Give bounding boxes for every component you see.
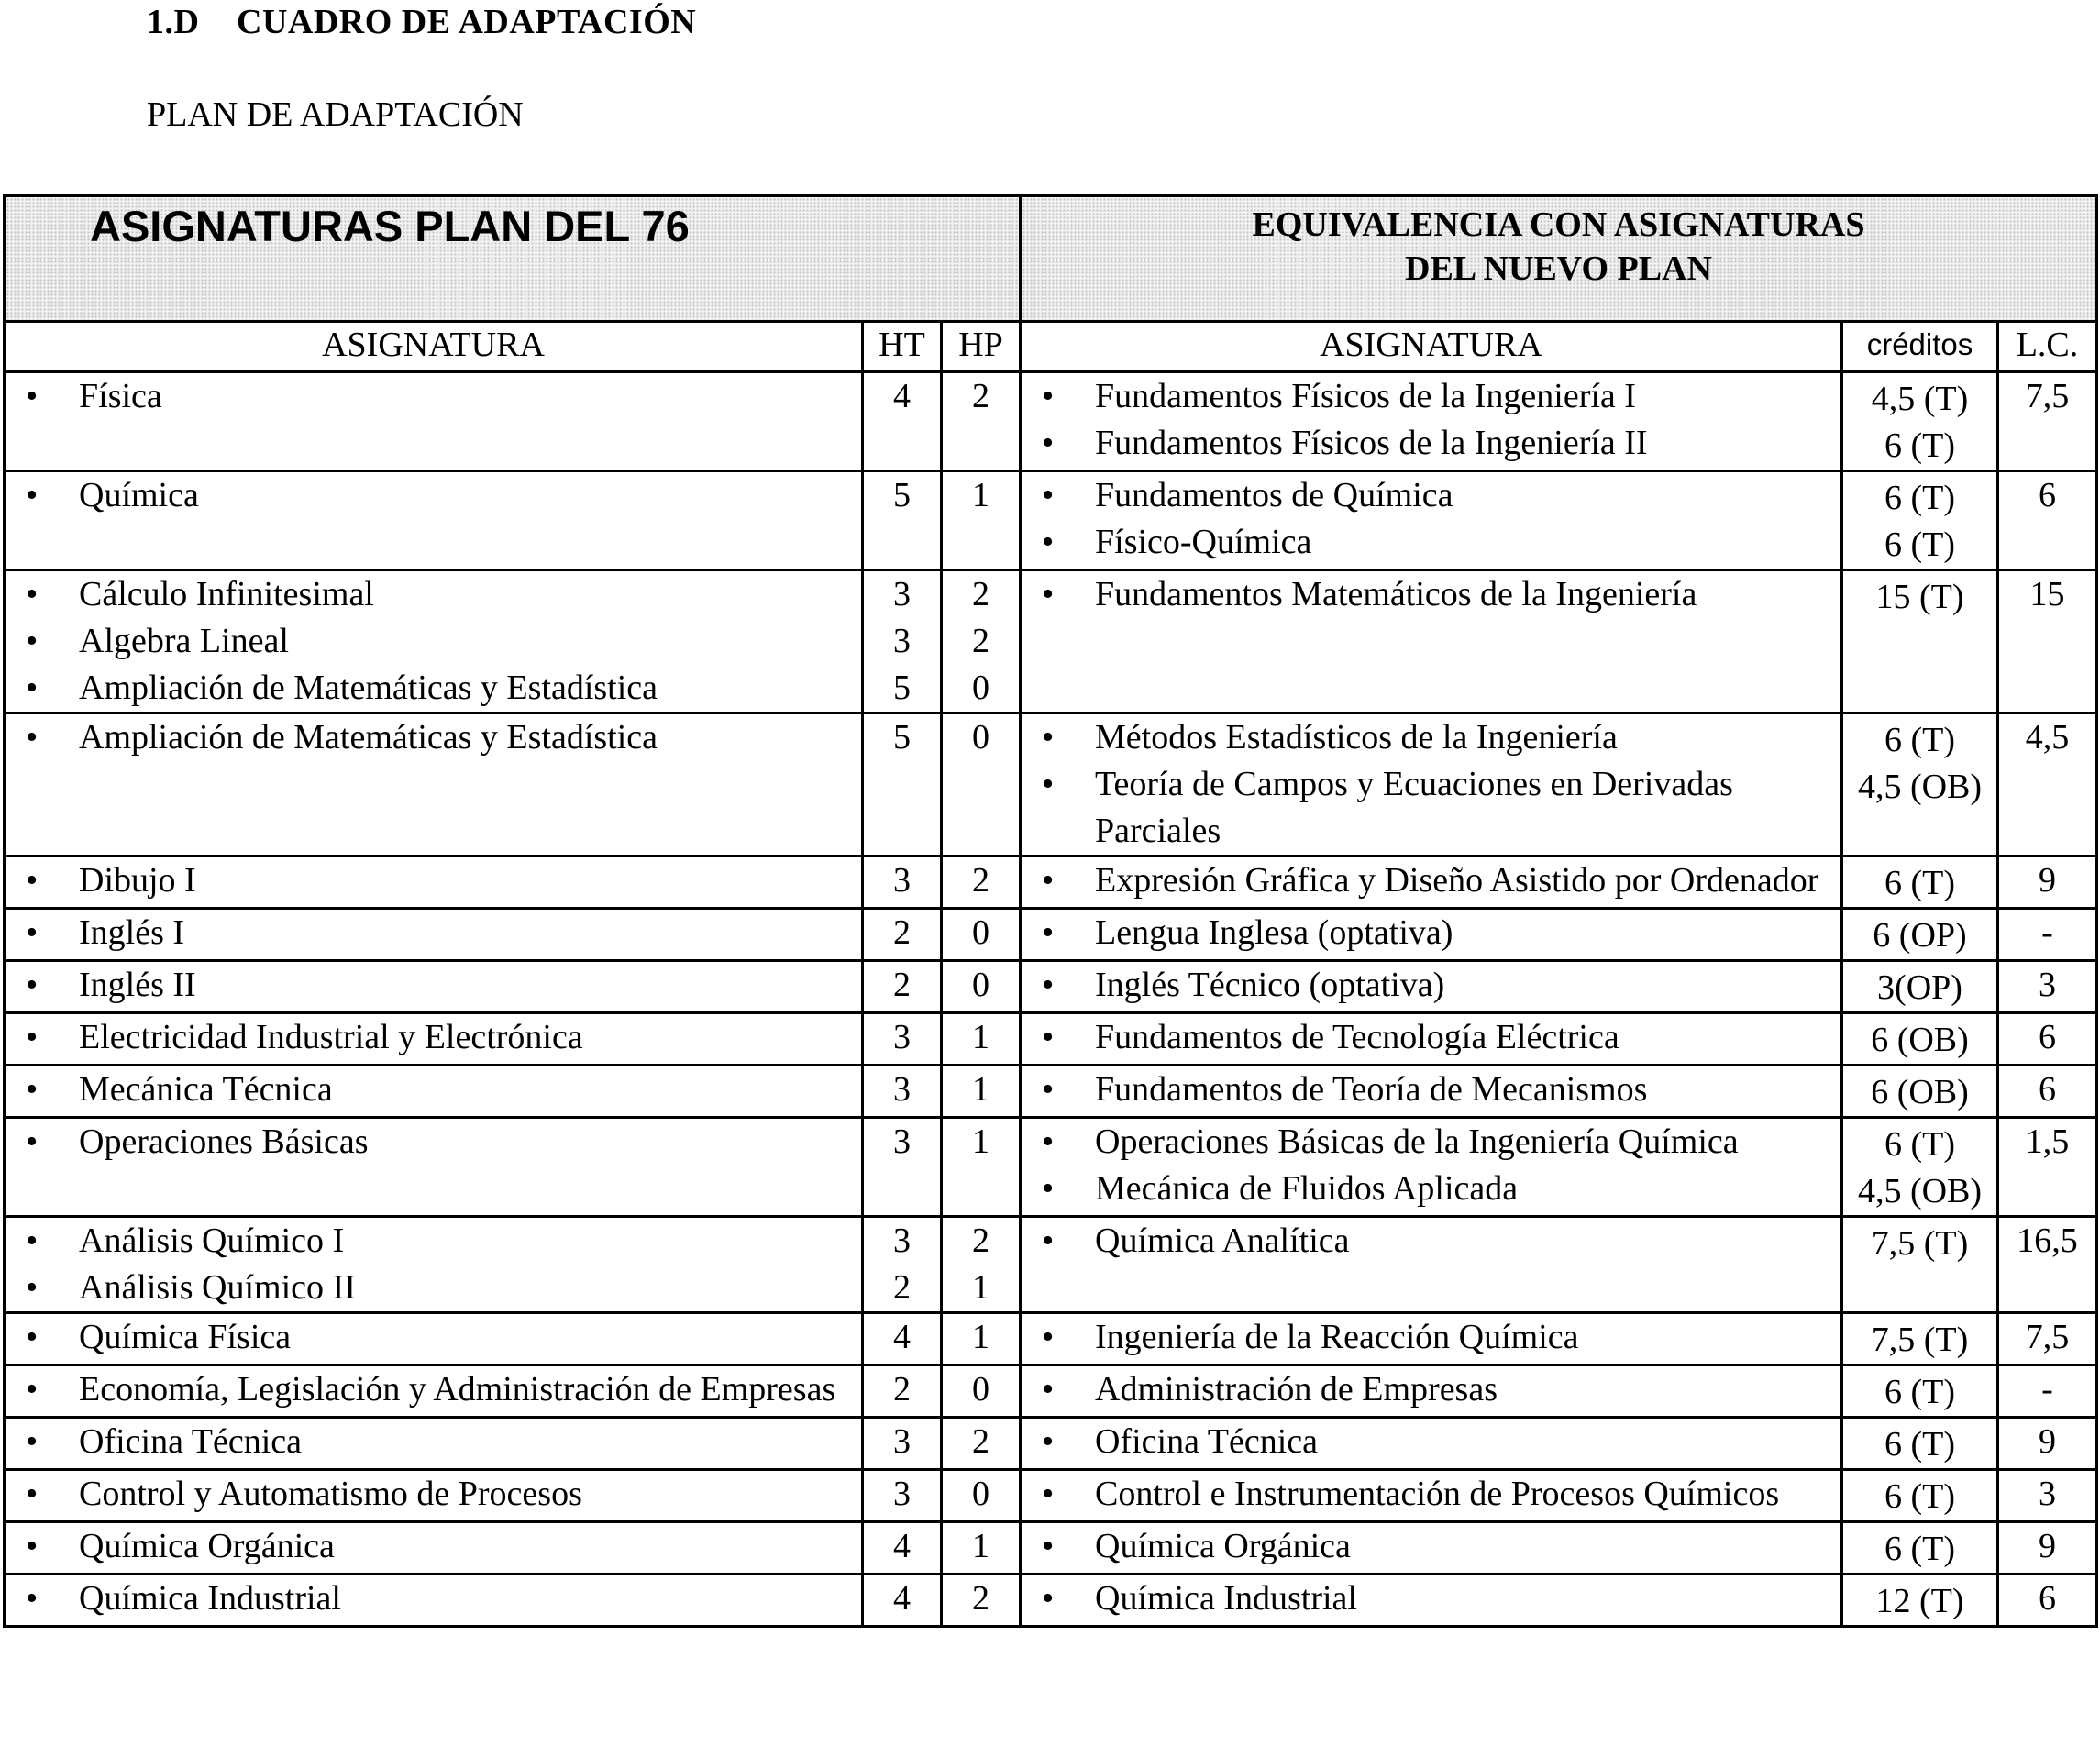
lc-value: 6 [1998, 1066, 2097, 1118]
table-row [5, 1418, 2097, 1470]
lc-value: 7,5 [1998, 1313, 2097, 1365]
new-subject-cell [1021, 856, 1842, 909]
lc-value: - [1998, 909, 2097, 961]
credits-cell [1842, 372, 1998, 471]
old-subject-cell [5, 909, 863, 961]
ht-value: 2 [893, 1370, 911, 1409]
old-subject-item: • Economía, Legislación y Administración de Empresas [6, 1366, 861, 1413]
credits-value: 6 (T) [1884, 426, 1956, 465]
hp-cell [942, 372, 1021, 471]
new-subject-cell [1021, 471, 1842, 570]
old-subject-cell [5, 1066, 863, 1118]
new-subject-list [1022, 1066, 1840, 1113]
hp-value: 2 [972, 1579, 989, 1618]
old-subject-cell [5, 961, 863, 1013]
table-row [5, 1522, 2097, 1575]
credits-cell [1842, 909, 1998, 961]
hp-value: 0 [972, 669, 989, 707]
new-subject-list [1022, 1119, 1840, 1212]
new-subject-item: • Métodos Estadísticos de la Ingeniería [1022, 714, 1840, 761]
old-subject-item: • Dibujo I [6, 857, 861, 904]
ht-cell [863, 1470, 942, 1522]
credits-value: 6 (T) [1884, 1477, 1956, 1516]
table-row [5, 1470, 2097, 1522]
hp-value: 2 [972, 622, 989, 660]
ht-value: 2 [893, 966, 911, 1004]
ht-value: 3 [893, 1221, 911, 1260]
credits-value: 6 (T) [1884, 1125, 1956, 1164]
new-subject-item: • Ingeniería de la Reacción Química [1022, 1314, 1840, 1361]
new-subject-cell [1021, 1013, 1842, 1066]
new-plan-section-title [1021, 196, 2097, 322]
new-plan-title-line-1: EQUIVALENCIA CON ASIGNATURAS [1252, 205, 1865, 244]
lc-value: 6 [1998, 471, 2097, 570]
new-plan-title-line-2: DEL NUEVO PLAN [1405, 249, 1712, 288]
hp-value: 2 [972, 377, 989, 415]
ht-cell [863, 1066, 942, 1118]
col-credits: créditos [1842, 322, 1998, 372]
old-subject-list [6, 1014, 861, 1061]
old-subject-item: • Control y Automatismo de Procesos [6, 1471, 861, 1518]
new-subject-cell [1021, 1066, 1842, 1118]
credits-cell [1842, 713, 1998, 856]
ht-cell [863, 1522, 942, 1575]
credits-cell [1842, 1522, 1998, 1575]
col-ht: HT [863, 322, 942, 372]
old-subject-cell [5, 1575, 863, 1627]
credits-value: 7,5 (T) [1871, 1224, 1969, 1263]
table-row [5, 856, 2097, 909]
old-subject-item: • Ampliación de Matemáticas y Estadística [6, 665, 861, 712]
new-subject-item: • Teoría de Campos y Ecuaciones en Derivadas Parciales [1022, 761, 1840, 855]
hp-value: 1 [972, 476, 989, 514]
hp-cell [942, 1575, 1021, 1627]
new-subject-cell [1021, 961, 1842, 1013]
hp-cell [942, 856, 1021, 909]
credits-value: 7,5 (T) [1871, 1321, 1969, 1359]
hp-cell [942, 961, 1021, 1013]
table-row [5, 372, 2097, 471]
credits-value: 4,5 (OB) [1857, 768, 1983, 806]
ht-value: 3 [893, 575, 911, 613]
new-subject-item: • Administración de Empresas [1022, 1366, 1840, 1413]
new-subject-cell [1021, 1217, 1842, 1313]
old-subject-cell [5, 471, 863, 570]
lc-value: 7,5 [1998, 372, 2097, 471]
new-subject-item: • Operaciones Básicas de la Ingeniería Química [1022, 1119, 1840, 1166]
old-subject-cell [5, 1118, 863, 1217]
new-subject-item: • Fundamentos de Química [1022, 472, 1840, 519]
ht-value: 3 [893, 1475, 911, 1513]
ht-value: 5 [893, 476, 911, 514]
credits-value: 6 (OP) [1873, 916, 1967, 955]
ht-cell [863, 372, 942, 471]
hp-value: 0 [972, 966, 989, 1004]
old-subject-item: • Química Industrial [6, 1575, 861, 1622]
hp-value: 0 [972, 913, 989, 952]
table-row [5, 570, 2097, 713]
new-subject-item: • Lengua Inglesa (optativa) [1022, 910, 1840, 956]
new-subject-item: • Fundamentos de Tecnología Eléctrica [1022, 1014, 1840, 1061]
old-subject-cell [5, 570, 863, 713]
ht-value: 3 [893, 861, 911, 900]
old-subject-item: • Análisis Químico II [6, 1265, 861, 1311]
ht-cell [863, 713, 942, 856]
ht-value: 2 [893, 913, 911, 952]
new-subject-cell [1021, 1313, 1842, 1365]
old-subject-list [6, 1119, 861, 1166]
ht-cell [863, 909, 942, 961]
hp-value: 1 [972, 1527, 989, 1565]
hp-value: 1 [972, 1070, 989, 1109]
new-subject-cell [1021, 1470, 1842, 1522]
old-subject-list [6, 1314, 861, 1361]
new-subject-cell [1021, 570, 1842, 713]
old-subject-item: • Química Física [6, 1314, 861, 1361]
ht-cell [863, 471, 942, 570]
old-subject-item: • Física [6, 373, 861, 420]
old-subject-item: • Mecánica Técnica [6, 1066, 861, 1113]
old-subject-list [6, 1218, 861, 1311]
ht-value: 3 [893, 622, 911, 660]
lc-value: 4,5 [1998, 713, 2097, 856]
new-subject-item: • Físico-Química [1022, 519, 1840, 566]
col-old-subject: ASIGNATURA [5, 322, 863, 372]
credits-cell [1842, 570, 1998, 713]
hp-cell [942, 471, 1021, 570]
old-subject-item: • Cálculo Infinitesimal [6, 571, 861, 618]
credits-cell [1842, 1118, 1998, 1217]
new-subject-item: • Fundamentos Físicos de la Ingeniería II [1022, 420, 1840, 467]
table-row [5, 1013, 2097, 1066]
ht-value: 2 [893, 1268, 911, 1307]
old-subject-item: • Operaciones Básicas [6, 1119, 861, 1166]
ht-value: 3 [893, 1018, 911, 1056]
hp-value: 2 [972, 575, 989, 613]
new-subject-list [1022, 714, 1840, 855]
new-subject-item: • Fundamentos de Teoría de Mecanismos [1022, 1066, 1840, 1113]
old-subject-item: • Oficina Técnica [6, 1419, 861, 1465]
old-subject-item: • Química Orgánica [6, 1523, 861, 1570]
table-row [5, 1118, 2097, 1217]
old-subject-list [6, 857, 861, 904]
lc-value: 6 [1998, 1013, 2097, 1066]
ht-cell [863, 1118, 942, 1217]
credits-value: 6 (T) [1884, 525, 1956, 564]
old-subject-cell [5, 1217, 863, 1313]
new-subject-item: • Expresión Gráfica y Diseño Asistido por Ordenador [1022, 857, 1840, 904]
new-subject-cell [1021, 372, 1842, 471]
hp-value: 1 [972, 1018, 989, 1056]
lc-value: 6 [1998, 1575, 2097, 1627]
col-hp: HP [942, 322, 1021, 372]
old-subject-list [6, 1366, 861, 1413]
hp-cell [942, 570, 1021, 713]
new-subject-list [1022, 1366, 1840, 1413]
credits-value: 6 (OB) [1871, 1073, 1969, 1111]
ht-value: 4 [893, 1579, 911, 1618]
old-subject-list [6, 1523, 861, 1570]
old-subject-list [6, 571, 861, 712]
lc-value: 9 [1998, 1522, 2097, 1575]
hp-value: 0 [972, 1370, 989, 1409]
old-subject-cell [5, 1418, 863, 1470]
ht-value: 5 [893, 718, 911, 757]
new-subject-cell [1021, 1522, 1842, 1575]
ht-cell [863, 570, 942, 713]
old-subject-item: • Inglés I [6, 910, 861, 956]
adaptation-table [3, 194, 2098, 1628]
old-subject-list [6, 1471, 861, 1518]
hp-cell [942, 713, 1021, 856]
new-subject-item: • Fundamentos Físicos de la Ingeniería I [1022, 373, 1840, 420]
old-subject-item: • Electricidad Industrial y Electrónica [6, 1014, 861, 1061]
new-subject-list [1022, 1014, 1840, 1061]
old-subject-list [6, 472, 861, 519]
old-subject-cell [5, 856, 863, 909]
hp-value: 2 [972, 1422, 989, 1461]
old-subject-list [6, 1575, 861, 1622]
lc-value: 9 [1998, 856, 2097, 909]
old-subject-cell [5, 1522, 863, 1575]
new-subject-list [1022, 571, 1840, 618]
credits-cell [1842, 961, 1998, 1013]
credits-value: 4,5 (T) [1871, 380, 1969, 418]
ht-cell [863, 1365, 942, 1418]
credits-value: 12 (T) [1875, 1582, 1964, 1620]
hp-cell [942, 1313, 1021, 1365]
lc-value: 15 [1998, 570, 2097, 713]
new-subject-item: • Inglés Técnico (optativa) [1022, 962, 1840, 1009]
new-subject-list [1022, 857, 1840, 904]
old-subject-cell [5, 1470, 863, 1522]
new-subject-list [1022, 1218, 1840, 1265]
old-subject-cell [5, 1365, 863, 1418]
lc-value: 16,5 [1998, 1217, 2097, 1313]
hp-value: 0 [972, 1475, 989, 1513]
old-subject-item: • Química [6, 472, 861, 519]
credits-cell [1842, 1217, 1998, 1313]
new-subject-list [1022, 1314, 1840, 1361]
credits-cell [1842, 1575, 1998, 1627]
new-subject-cell [1021, 1418, 1842, 1470]
new-subject-item: • Mecánica de Fluidos Aplicada [1022, 1166, 1840, 1212]
col-lc: L.C. [1998, 322, 2097, 372]
table-row [5, 713, 2097, 856]
ht-cell [863, 856, 942, 909]
old-plan-section-title: ASIGNATURAS PLAN DEL 76 [5, 196, 1021, 322]
ht-cell [863, 1575, 942, 1627]
lc-value: 3 [1998, 1470, 2097, 1522]
hp-cell [942, 909, 1021, 961]
lc-value: 9 [1998, 1418, 2097, 1470]
col-new-subject: ASIGNATURA [1021, 322, 1842, 372]
hp-value: 1 [972, 1122, 989, 1161]
section-title: CUADRO DE ADAPTACIÓN [237, 3, 697, 41]
table-row [5, 1313, 2097, 1365]
credits-value: 4,5 (OB) [1857, 1172, 1983, 1210]
new-subject-item: • Oficina Técnica [1022, 1419, 1840, 1465]
credits-value: 6 (OB) [1871, 1021, 1969, 1059]
section-number: 1.D [147, 3, 200, 41]
old-subject-cell [5, 713, 863, 856]
new-subject-cell [1021, 1575, 1842, 1627]
credits-cell [1842, 856, 1998, 909]
hp-cell [942, 1418, 1021, 1470]
ht-value: 3 [893, 1422, 911, 1461]
table-row [5, 471, 2097, 570]
ht-value: 5 [893, 669, 911, 707]
hp-value: 1 [972, 1268, 989, 1307]
credits-value: 6 (T) [1884, 479, 1956, 517]
new-subject-cell [1021, 1118, 1842, 1217]
new-subject-item: • Química Industrial [1022, 1575, 1840, 1622]
column-header-row [5, 322, 2097, 372]
credits-cell [1842, 1013, 1998, 1066]
new-subject-list [1022, 910, 1840, 956]
table-row [5, 961, 2097, 1013]
credits-value: 6 (T) [1884, 1530, 1956, 1568]
ht-cell [863, 1013, 942, 1066]
hp-value: 0 [972, 718, 989, 757]
hp-cell [942, 1522, 1021, 1575]
lc-value: - [1998, 1365, 2097, 1418]
ht-value: 4 [893, 1527, 911, 1565]
table-row [5, 1365, 2097, 1418]
hp-cell [942, 1066, 1021, 1118]
new-subject-item: • Fundamentos Matemáticos de la Ingeniería [1022, 571, 1840, 618]
old-subject-cell [5, 1013, 863, 1066]
new-subject-item: • Control e Instrumentación de Procesos Químicos [1022, 1471, 1840, 1518]
hp-cell [942, 1470, 1021, 1522]
new-subject-list [1022, 962, 1840, 1009]
credits-value: 6 (T) [1884, 1425, 1956, 1464]
credits-cell [1842, 1313, 1998, 1365]
credits-cell [1842, 1418, 1998, 1470]
ht-cell [863, 1418, 942, 1470]
hp-cell [942, 1217, 1021, 1313]
new-subject-list [1022, 1471, 1840, 1518]
new-subject-list [1022, 1575, 1840, 1622]
credits-cell [1842, 1066, 1998, 1118]
ht-value: 4 [893, 1318, 911, 1356]
section-header-row [5, 196, 2097, 322]
credits-value: 6 (T) [1884, 864, 1956, 902]
table-row [5, 909, 2097, 961]
credits-value: 6 (T) [1884, 721, 1956, 759]
table-row [5, 1217, 2097, 1313]
credits-cell [1842, 471, 1998, 570]
new-subject-item: • Química Orgánica [1022, 1523, 1840, 1570]
hp-value: 2 [972, 861, 989, 900]
ht-cell [863, 961, 942, 1013]
old-subject-cell [5, 372, 863, 471]
credits-value: 3(OP) [1877, 968, 1962, 1007]
lc-value: 1,5 [1998, 1118, 2097, 1217]
lc-value: 3 [1998, 961, 2097, 1013]
old-subject-item: • Ampliación de Matemáticas y Estadística [6, 714, 861, 761]
credits-value: 6 (T) [1884, 1373, 1956, 1411]
hp-value: 1 [972, 1318, 989, 1356]
new-subject-cell [1021, 909, 1842, 961]
new-subject-list [1022, 1419, 1840, 1465]
ht-cell [863, 1313, 942, 1365]
old-subject-list [6, 373, 861, 420]
table-body [5, 372, 2097, 1627]
new-subject-list [1022, 373, 1840, 467]
hp-value: 2 [972, 1221, 989, 1260]
credits-value: 15 (T) [1875, 578, 1964, 616]
old-subject-list [6, 1066, 861, 1113]
table-row [5, 1066, 2097, 1118]
ht-value: 3 [893, 1122, 911, 1161]
new-subject-cell [1021, 1365, 1842, 1418]
old-subject-list [6, 910, 861, 956]
hp-cell [942, 1013, 1021, 1066]
old-subject-item: • Análisis Químico I [6, 1218, 861, 1265]
page-subtitle: PLAN DE ADAPTACIÓN [147, 95, 524, 134]
hp-cell [942, 1118, 1021, 1217]
ht-cell [863, 1217, 942, 1313]
new-subject-list [1022, 472, 1840, 566]
old-subject-item: • Inglés II [6, 962, 861, 1009]
hp-cell [942, 1365, 1021, 1418]
credits-cell [1842, 1470, 1998, 1522]
old-subject-cell [5, 1313, 863, 1365]
section-heading [147, 2, 696, 42]
new-subject-cell [1021, 713, 1842, 856]
new-subject-list [1022, 1523, 1840, 1570]
old-subject-list [6, 1419, 861, 1465]
old-subject-list [6, 714, 861, 761]
table-row [5, 1575, 2097, 1627]
ht-value: 4 [893, 377, 911, 415]
old-subject-item: • Algebra Lineal [6, 618, 861, 665]
old-subject-list [6, 962, 861, 1009]
new-subject-item: • Química Analítica [1022, 1218, 1840, 1265]
credits-cell [1842, 1365, 1998, 1418]
ht-value: 3 [893, 1070, 911, 1109]
